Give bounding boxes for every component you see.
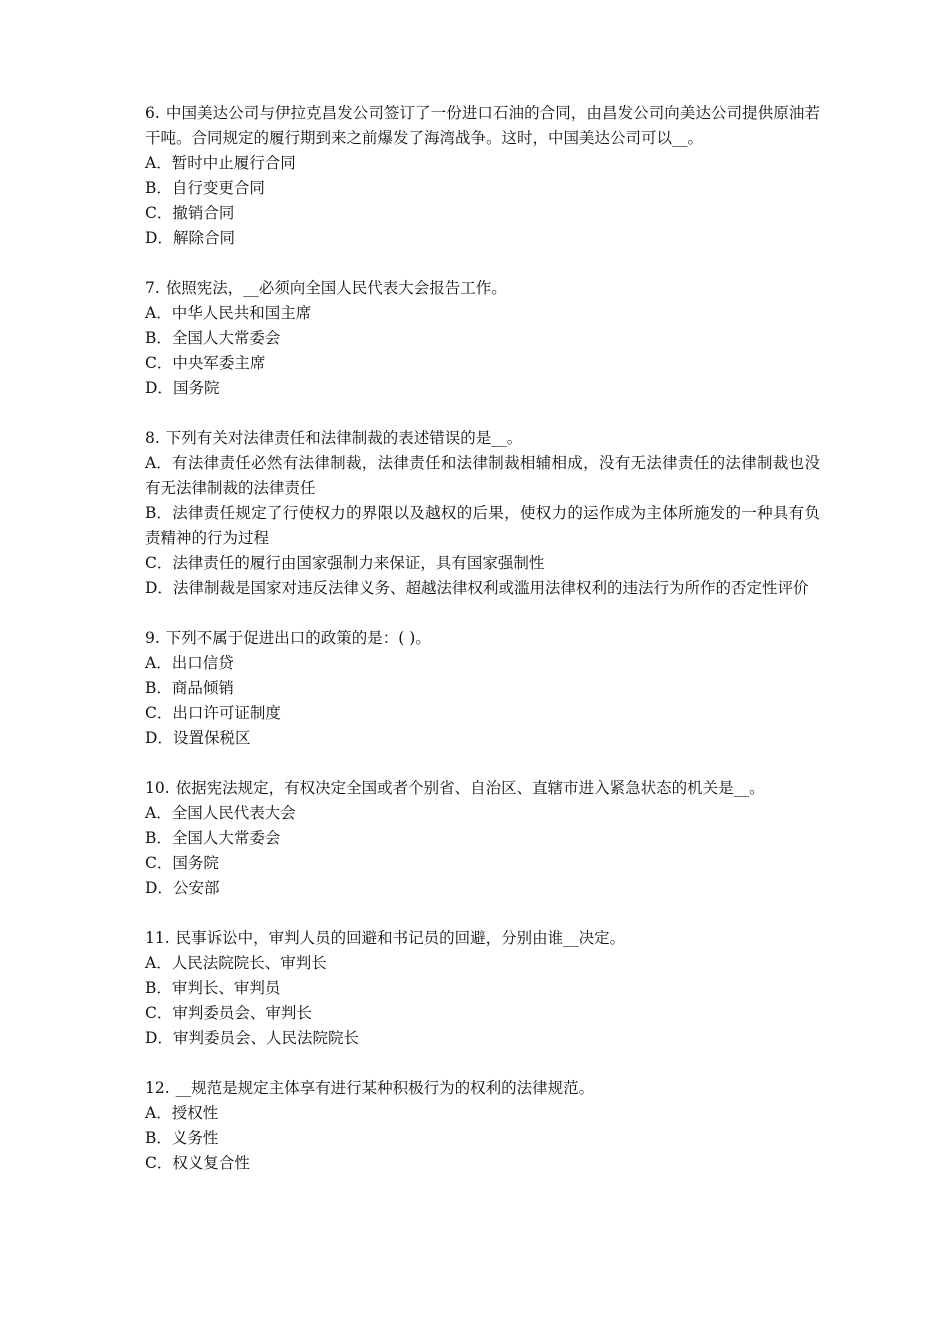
- option-a: [145, 951, 820, 976]
- option-letter: D．: [145, 1029, 173, 1047]
- question-number: 6.: [145, 104, 160, 122]
- option-letter: D．: [145, 229, 173, 247]
- option-text: 商品倾销: [171, 679, 234, 697]
- question-stem: [145, 426, 820, 451]
- option-letter: B．: [145, 1129, 172, 1147]
- question-stem: [145, 101, 820, 151]
- option-text: 公安部: [172, 879, 220, 897]
- option-b: [145, 976, 820, 1001]
- option-d: [145, 226, 820, 251]
- option-letter: B．: [145, 679, 172, 697]
- option-b: [145, 826, 820, 851]
- question-number: 10.: [145, 779, 170, 797]
- option-letter: A．: [145, 304, 172, 322]
- option-a: [145, 451, 820, 501]
- question-text: 中国美达公司与伊拉克昌发公司签订了一份进口石油的合同，由昌发公司向美达公司提供原油若干吨。合同规定的履行期到来之前爆发了海湾战争。这时，中国美达公司可以__。: [145, 104, 820, 147]
- option-text: 设置保税区: [172, 729, 251, 747]
- question-text: __规范是规定主体享有进行某种积极行为的权利的法律规范。: [175, 1079, 595, 1097]
- question-7: [145, 276, 820, 401]
- question-number: 7.: [145, 279, 160, 297]
- question-text: 民事诉讼中，审判人员的回避和书记员的回避，分别由谁__决定。: [175, 929, 626, 947]
- question-text: 依照宪法，__必须向全国人民代表大会报告工作。: [165, 279, 507, 297]
- option-c: [145, 701, 820, 726]
- question-11: [145, 926, 820, 1051]
- option-letter: D．: [145, 579, 173, 597]
- option-d: [145, 576, 820, 601]
- option-text: 人民法院院长、审判长: [171, 954, 327, 972]
- option-text: 授权性: [171, 1104, 219, 1122]
- option-letter: A．: [145, 154, 172, 172]
- option-letter: C．: [145, 854, 173, 872]
- option-letter: A．: [145, 1104, 172, 1122]
- option-text: 出口许可证制度: [172, 704, 281, 722]
- option-b: [145, 1126, 820, 1151]
- option-c: [145, 1151, 820, 1176]
- option-text: 中央军委主席: [172, 354, 266, 372]
- question-stem: [145, 626, 820, 651]
- question-10: [145, 776, 820, 901]
- option-text: 义务性: [171, 1129, 219, 1147]
- option-text: 全国人大常委会: [171, 829, 281, 847]
- option-text: 审判委员会、审判长: [172, 1004, 312, 1022]
- option-b: [145, 326, 820, 351]
- option-letter: B．: [145, 329, 172, 347]
- option-d: [145, 726, 820, 751]
- question-number: 9.: [145, 629, 160, 647]
- option-letter: A．: [145, 954, 172, 972]
- option-text: 有法律责任必然有法律制裁，法律责任和法律制裁相辅相成，没有无法律责任的法律制裁也没有无法律制裁的法律责任: [145, 454, 820, 497]
- question-9: [145, 626, 820, 751]
- option-c: [145, 351, 820, 376]
- option-letter: C．: [145, 204, 173, 222]
- question-stem: [145, 1076, 820, 1101]
- option-a: [145, 801, 820, 826]
- option-letter: B．: [145, 829, 172, 847]
- question-list: [145, 101, 820, 1201]
- option-letter: C．: [145, 554, 173, 572]
- option-text: 撤销合同: [172, 204, 235, 222]
- question-number: 8.: [145, 429, 160, 447]
- option-a: [145, 151, 820, 176]
- option-text: 法律责任规定了行使权力的界限以及越权的后果，使权力的运作成为主体所施发的一种具有负责精神的行为过程: [145, 504, 820, 547]
- option-letter: C．: [145, 1154, 173, 1172]
- option-text: 国务院: [172, 379, 220, 397]
- option-c: [145, 1001, 820, 1026]
- option-letter: C．: [145, 354, 173, 372]
- question-number: 12.: [145, 1079, 170, 1097]
- option-letter: A．: [145, 804, 172, 822]
- option-letter: D．: [145, 879, 173, 897]
- option-letter: C．: [145, 1004, 173, 1022]
- option-text: 权义复合性: [172, 1154, 250, 1172]
- option-letter: B．: [145, 504, 172, 522]
- option-c: [145, 201, 820, 226]
- question-stem: [145, 926, 820, 951]
- option-letter: D．: [145, 729, 173, 747]
- option-a: [145, 1101, 820, 1126]
- option-b: [145, 676, 820, 701]
- option-c: [145, 551, 820, 576]
- option-letter: C．: [145, 704, 173, 722]
- option-text: 国务院: [172, 854, 219, 872]
- question-12: [145, 1076, 820, 1176]
- option-text: 中华人民共和国主席: [171, 304, 312, 322]
- option-b: [145, 501, 820, 551]
- option-text: 法律制裁是国家对违反法律义务、超越法律权利或滥用法律权利的违法行为所作的否定性评价: [172, 579, 809, 597]
- option-c: [145, 851, 820, 876]
- option-text: 自行变更合同: [171, 179, 265, 197]
- option-letter: A．: [145, 654, 172, 672]
- option-text: 暂时中止履行合同: [171, 154, 296, 172]
- option-text: 全国人大常委会: [171, 329, 281, 347]
- question-stem: [145, 776, 820, 801]
- option-a: [145, 301, 820, 326]
- question-6: [145, 101, 820, 251]
- question-text: 依据宪法规定，有权决定全国或者个别省、自治区、直辖市进入紧急状态的机关是__。: [175, 779, 765, 797]
- option-letter: D．: [145, 379, 173, 397]
- question-number: 11.: [145, 929, 170, 947]
- question-text: 下列不属于促进出口的政策的是：( )。: [165, 629, 431, 647]
- option-a: [145, 651, 820, 676]
- option-text: 法律责任的履行由国家强制力来保证，具有国家强制性: [172, 554, 545, 572]
- option-letter: A．: [145, 454, 172, 472]
- option-text: 解除合同: [172, 229, 235, 247]
- option-d: [145, 376, 820, 401]
- option-letter: B．: [145, 979, 172, 997]
- question-8: [145, 426, 820, 601]
- option-text: 全国人民代表大会: [171, 804, 296, 822]
- option-text: 审判委员会、人民法院院长: [172, 1029, 359, 1047]
- question-text: 下列有关对法律责任和法律制裁的表述错误的是__。: [165, 429, 523, 447]
- option-text: 审判长、审判员: [171, 979, 281, 997]
- question-stem: [145, 276, 820, 301]
- option-text: 出口信贷: [171, 654, 234, 672]
- option-b: [145, 176, 820, 201]
- option-d: [145, 876, 820, 901]
- option-letter: B．: [145, 179, 172, 197]
- option-d: [145, 1026, 820, 1051]
